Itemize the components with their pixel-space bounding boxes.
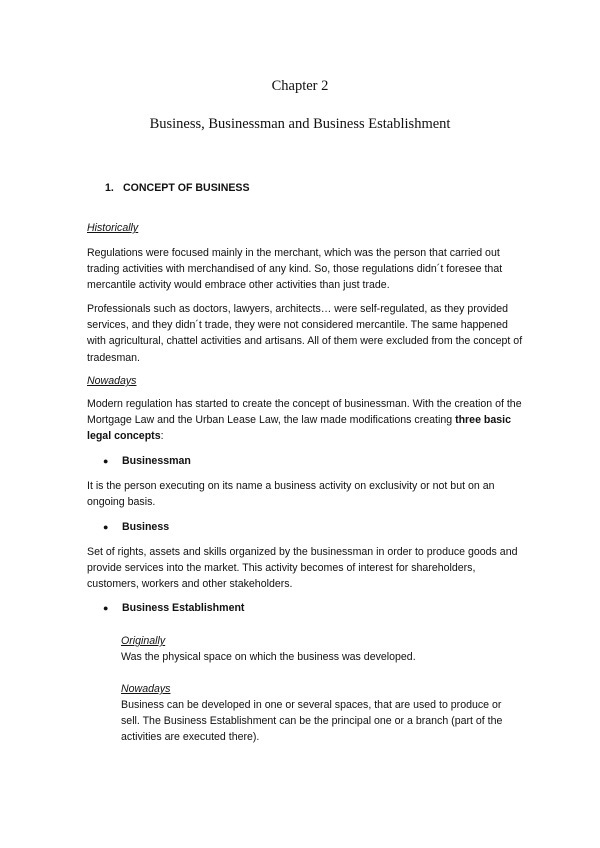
- establishment-nowadays-text: Business can be developed in one or several spaces, that are used to produce or sell. The Business Establishment can be the principal one or a branch (part of the activities are executed there).: [121, 699, 503, 744]
- originally-heading: Originally: [121, 635, 166, 647]
- bullet-icon: ●: [103, 456, 109, 466]
- legal-concepts-emphasis: three basic legal concepts: [87, 414, 512, 443]
- bullet-business: [103, 519, 169, 535]
- bullet-icon: ●: [103, 603, 109, 613]
- chapter-title: Business, Businessman and Business Establishment: [149, 116, 451, 132]
- nowadays-heading: Nowadays: [87, 375, 137, 387]
- nowadays-text-end: :: [160, 430, 164, 443]
- bullet-business-establishment: [103, 600, 244, 616]
- historically-heading: Historically: [87, 222, 139, 234]
- business-establishment-label: Business Establishment: [122, 602, 245, 614]
- establishment-nowadays-heading: Nowadays: [121, 683, 171, 695]
- business-definition: Set of rights, assets and skills organized by the businessman in order to produce goods and provide services into the market. This activity becomes of interest for shareholders, customers, workers and other stakeholders.: [87, 546, 518, 591]
- historically-paragraph-2: Professionals such as doctors, lawyers, architects… were self-regulated, as they provided services, and they didn´t trade, they were not considered mercantile. The same happened with agricultural, chattel activities and artisans. All of them were excluded from the concept of tradesman.: [87, 303, 523, 364]
- businessman-label: Businessman: [122, 455, 191, 467]
- bullet-businessman: [103, 453, 191, 469]
- businessman-definition: It is the person executing on its name a business activity on exclusivity or not but on an ongoing basis.: [87, 480, 495, 509]
- section-number: 1.: [105, 182, 114, 194]
- historically-paragraph-1: Regulations were focused mainly in the merchant, which was the person that carried out trading activities with merchandised of any kind. So, those regulations didn´t foresee that mercantile activity would embrace other activities than just trade.: [87, 247, 503, 292]
- section-heading: [105, 180, 250, 196]
- section-title: CONCEPT OF BUSINESS: [123, 182, 250, 194]
- nowadays-text: Modern regulation has started to create the concept of businessman. With the creation of the Mortgage Law and the Urban Lease Law, the law made modifications creating: [87, 398, 522, 427]
- bullet-icon: ●: [103, 522, 109, 532]
- nowadays-paragraph: [87, 396, 527, 445]
- chapter-number: Chapter 2: [271, 78, 329, 94]
- business-label: Business: [122, 521, 170, 533]
- originally-text: Was the physical space on which the business was developed.: [121, 651, 416, 663]
